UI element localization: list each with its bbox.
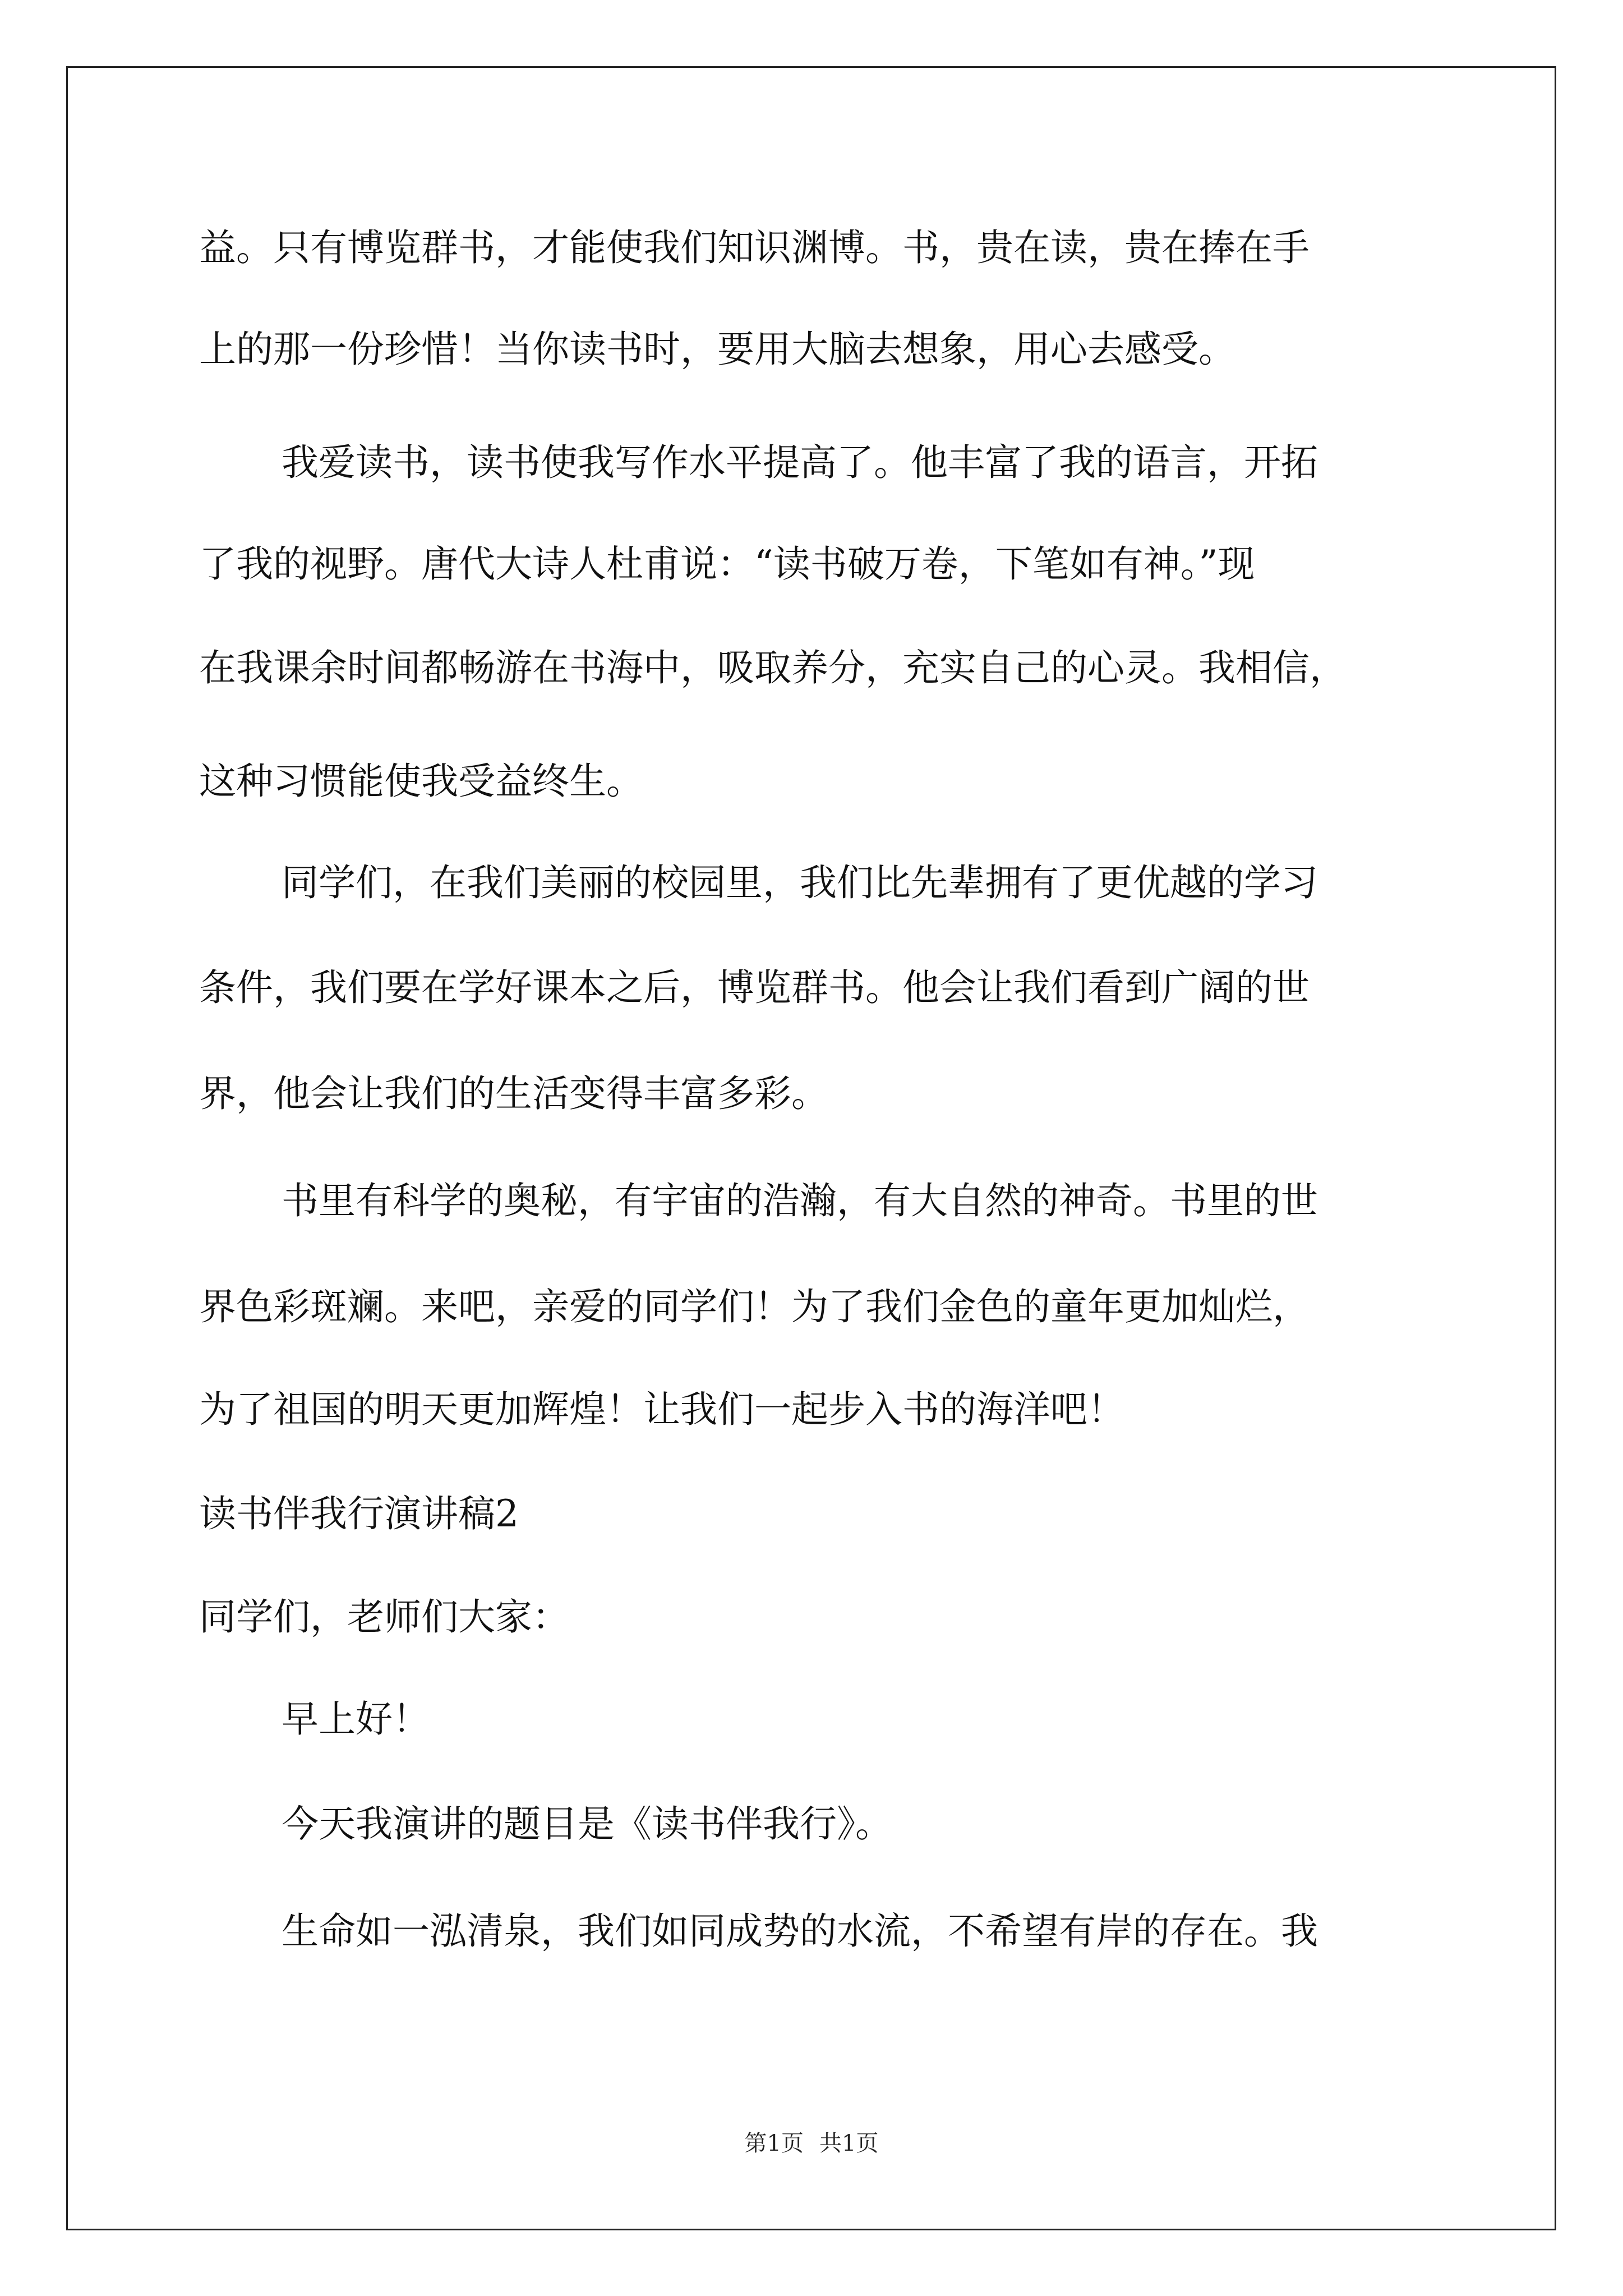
text-line: 今天我演讲的题目是《读书伴我行》。 [282, 1802, 892, 1846]
text-line: 同学们，老师们大家： [199, 1595, 569, 1639]
text-line: 上的那一份珍惜！当你读书时，要用大脑去想象，用心去感受。 [199, 328, 1235, 371]
text-line: 条件，我们要在学好课本之后，博览群书。他会让我们看到广阔的世 [199, 966, 1310, 1009]
page-border [66, 66, 1556, 2230]
text-line: 同学们，在我们美丽的校园里，我们比先辈拥有了更优越的学习 [282, 861, 1318, 904]
page-number: 第1页 [744, 2131, 804, 2156]
text-line: 了我的视野。唐代大诗人杜甫说：“读书破万卷，下笔如有神。”现 [199, 542, 1255, 586]
text-line: 生命如一泓清泉，我们如同成势的水流，不希望有岸的存在。我 [282, 1910, 1318, 1953]
text-line: 界色彩斑斓。来吧，亲爱的同学们！为了我们金色的童年更加灿烂， [199, 1285, 1310, 1328]
page-total: 共1页 [819, 2131, 879, 2156]
text-line: 书里有科学的奥秘，有宇宙的浩瀚，有大自然的神奇。书里的世 [282, 1179, 1318, 1222]
text-line: 界，他会让我们的生活变得丰富多彩。 [199, 1072, 828, 1115]
section-heading: 读书伴我行演讲稿2 [199, 1492, 519, 1535]
text-line: 益。只有博览群书，才能使我们知识渊博。书，贵在读，贵在捧在手 [199, 226, 1310, 269]
text-line: 我爱读书，读书使我写作水平提高了。他丰富了我的语言，开拓 [282, 441, 1318, 484]
text-line: 这种习惯能使我受益终生。 [199, 760, 643, 803]
text-line: 早上好！ [282, 1697, 430, 1741]
text-line: 为了祖国的明天更加辉煌！让我们一起步入书的海洋吧！ [199, 1388, 1124, 1431]
text-line: 在我课余时间都畅游在书海中，吸取养分，充实自己的心灵。我相信， [199, 646, 1347, 689]
page-footer [0, 2129, 1623, 2157]
